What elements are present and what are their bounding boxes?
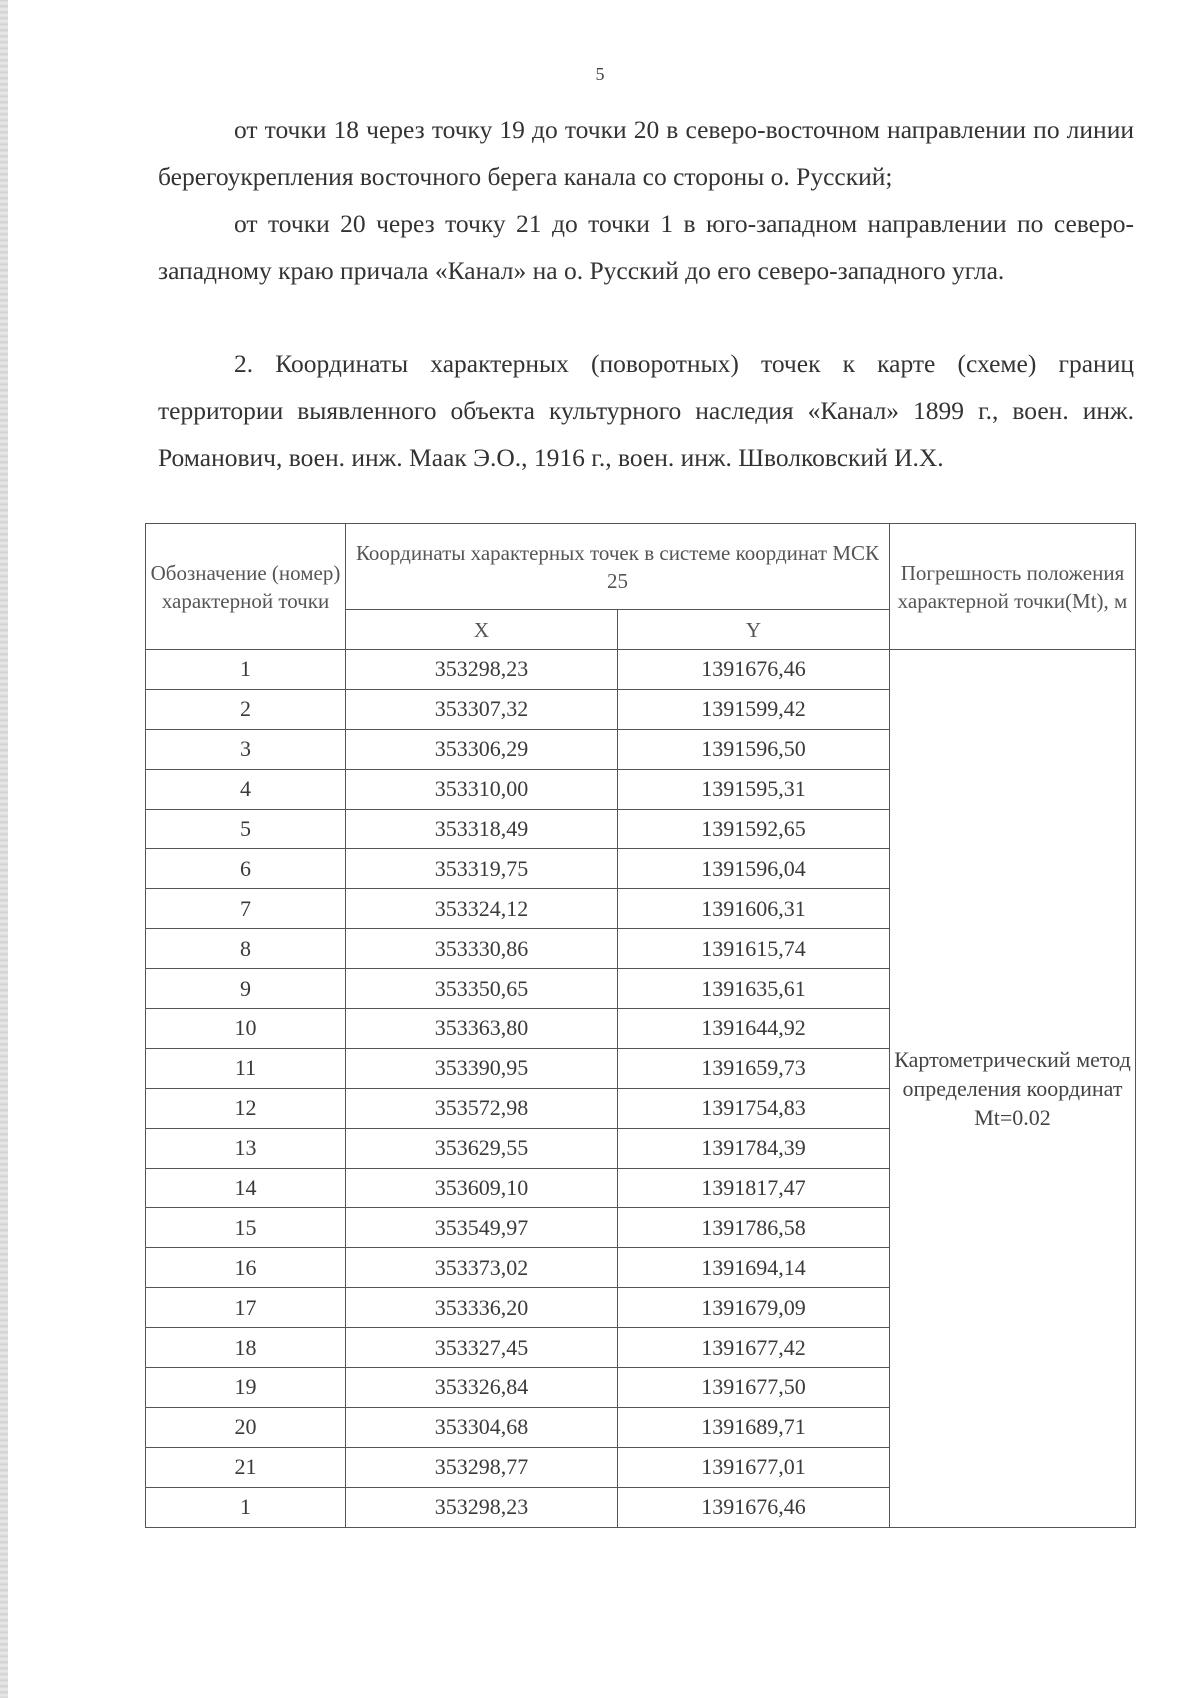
x-coordinate-cell: 353390,95 bbox=[346, 1048, 618, 1088]
y-coordinate-cell: 1391596,04 bbox=[618, 849, 890, 889]
point-number-cell: 1 bbox=[146, 650, 346, 690]
x-coordinate-cell: 353319,75 bbox=[346, 849, 618, 889]
point-number-cell: 11 bbox=[146, 1048, 346, 1088]
header-y: Y bbox=[618, 610, 890, 650]
y-coordinate-cell: 1391595,31 bbox=[618, 769, 890, 809]
y-coordinate-cell: 1391677,42 bbox=[618, 1328, 890, 1368]
point-number-cell: 7 bbox=[146, 889, 346, 929]
y-coordinate-cell: 1391677,50 bbox=[618, 1368, 890, 1408]
point-number-cell: 21 bbox=[146, 1447, 346, 1487]
page-number: 5 bbox=[595, 64, 605, 84]
point-number-cell: 1 bbox=[146, 1487, 346, 1527]
point-number-cell: 14 bbox=[146, 1168, 346, 1208]
point-number-cell: 4 bbox=[146, 769, 346, 809]
x-coordinate-cell: 353327,45 bbox=[346, 1328, 618, 1368]
table-body bbox=[146, 650, 1136, 1528]
x-coordinate-cell: 353350,65 bbox=[346, 969, 618, 1009]
x-coordinate-cell: 353298,23 bbox=[346, 1487, 618, 1527]
error-method-note: Картометрический метод определения координат Mt=0.02 bbox=[890, 650, 1136, 1528]
point-number-cell: 17 bbox=[146, 1288, 346, 1328]
table-row bbox=[146, 650, 1136, 690]
y-coordinate-cell: 1391817,47 bbox=[618, 1168, 890, 1208]
y-coordinate-cell: 1391615,74 bbox=[618, 929, 890, 969]
header-position-error: Погрешность положения характерной точки(Mt), м bbox=[890, 524, 1136, 650]
scan-edge bbox=[0, 0, 8, 1698]
x-coordinate-cell: 353373,02 bbox=[346, 1248, 618, 1288]
y-coordinate-cell: 1391689,71 bbox=[618, 1407, 890, 1447]
y-coordinate-cell: 1391786,58 bbox=[618, 1208, 890, 1248]
x-coordinate-cell: 353298,23 bbox=[346, 650, 618, 690]
x-coordinate-cell: 353572,98 bbox=[346, 1088, 618, 1128]
x-coordinate-cell: 353330,86 bbox=[346, 929, 618, 969]
y-coordinate-cell: 1391754,83 bbox=[618, 1088, 890, 1128]
point-number-cell: 15 bbox=[146, 1208, 346, 1248]
point-number-cell: 18 bbox=[146, 1328, 346, 1368]
point-number-cell: 19 bbox=[146, 1368, 346, 1408]
y-coordinate-cell: 1391694,14 bbox=[618, 1248, 890, 1288]
paragraph-1 bbox=[158, 106, 1134, 200]
point-number-cell: 12 bbox=[146, 1088, 346, 1128]
x-coordinate-cell: 353298,77 bbox=[346, 1447, 618, 1487]
x-coordinate-cell: 353306,29 bbox=[346, 729, 618, 769]
paragraph-3-text: 2. Координаты характерных (поворотных) точек к карте (схеме) границ территории выявленного объекта культурного наследия «Канал» 1899 г., воен. инж. Романович, воен. инж. Маак Э.О., 1916 г., воен. инж. Шволковский И.Х. bbox=[158, 349, 1134, 472]
x-coordinate-cell: 353336,20 bbox=[346, 1288, 618, 1328]
y-coordinate-cell: 1391635,61 bbox=[618, 969, 890, 1009]
x-coordinate-cell: 353629,55 bbox=[346, 1128, 618, 1168]
point-number-cell: 8 bbox=[146, 929, 346, 969]
header-x: X bbox=[346, 610, 618, 650]
point-number-cell: 3 bbox=[146, 729, 346, 769]
y-coordinate-cell: 1391676,46 bbox=[618, 1487, 890, 1527]
point-number-cell: 16 bbox=[146, 1248, 346, 1288]
x-coordinate-cell: 353318,49 bbox=[346, 809, 618, 849]
y-coordinate-cell: 1391677,01 bbox=[618, 1447, 890, 1487]
header-coordinates: Координаты характерных точек в системе координат МСК 25 bbox=[346, 524, 890, 610]
paragraph-2 bbox=[158, 200, 1134, 294]
x-coordinate-cell: 353549,97 bbox=[346, 1208, 618, 1248]
y-coordinate-cell: 1391644,92 bbox=[618, 1009, 890, 1049]
x-coordinate-cell: 353326,84 bbox=[346, 1368, 618, 1408]
y-coordinate-cell: 1391592,65 bbox=[618, 809, 890, 849]
paragraph-2-text: от точки 20 через точку 21 до точки 1 в юго-западном направлении по северо-западному краю причала «Канал» на о. Русский до его северо-западного угла. bbox=[158, 209, 1134, 285]
paragraph-1-text: от точки 18 через точку 19 до точки 20 в северо-восточном направлении по линии берегоукрепления восточного берега канала со стороны о. Русский; bbox=[158, 115, 1134, 191]
y-coordinate-cell: 1391659,73 bbox=[618, 1048, 890, 1088]
coordinates-table bbox=[145, 523, 1136, 1528]
y-coordinate-cell: 1391679,09 bbox=[618, 1288, 890, 1328]
y-coordinate-cell: 1391784,39 bbox=[618, 1128, 890, 1168]
point-number-cell: 9 bbox=[146, 969, 346, 1009]
x-coordinate-cell: 353363,80 bbox=[346, 1009, 618, 1049]
point-number-cell: 6 bbox=[146, 849, 346, 889]
header-point-designation: Обозначение (номер) характерной точки bbox=[146, 524, 346, 650]
y-coordinate-cell: 1391676,46 bbox=[618, 650, 890, 690]
point-number-cell: 20 bbox=[146, 1407, 346, 1447]
x-coordinate-cell: 353307,32 bbox=[346, 689, 618, 729]
x-coordinate-cell: 353304,68 bbox=[346, 1407, 618, 1447]
x-coordinate-cell: 353310,00 bbox=[346, 769, 618, 809]
point-number-cell: 13 bbox=[146, 1128, 346, 1168]
y-coordinate-cell: 1391599,42 bbox=[618, 689, 890, 729]
y-coordinate-cell: 1391596,50 bbox=[618, 729, 890, 769]
x-coordinate-cell: 353609,10 bbox=[346, 1168, 618, 1208]
point-number-cell: 2 bbox=[146, 689, 346, 729]
y-coordinate-cell: 1391606,31 bbox=[618, 889, 890, 929]
paragraph-3 bbox=[158, 340, 1134, 481]
point-number-cell: 10 bbox=[146, 1009, 346, 1049]
point-number-cell: 5 bbox=[146, 809, 346, 849]
x-coordinate-cell: 353324,12 bbox=[346, 889, 618, 929]
